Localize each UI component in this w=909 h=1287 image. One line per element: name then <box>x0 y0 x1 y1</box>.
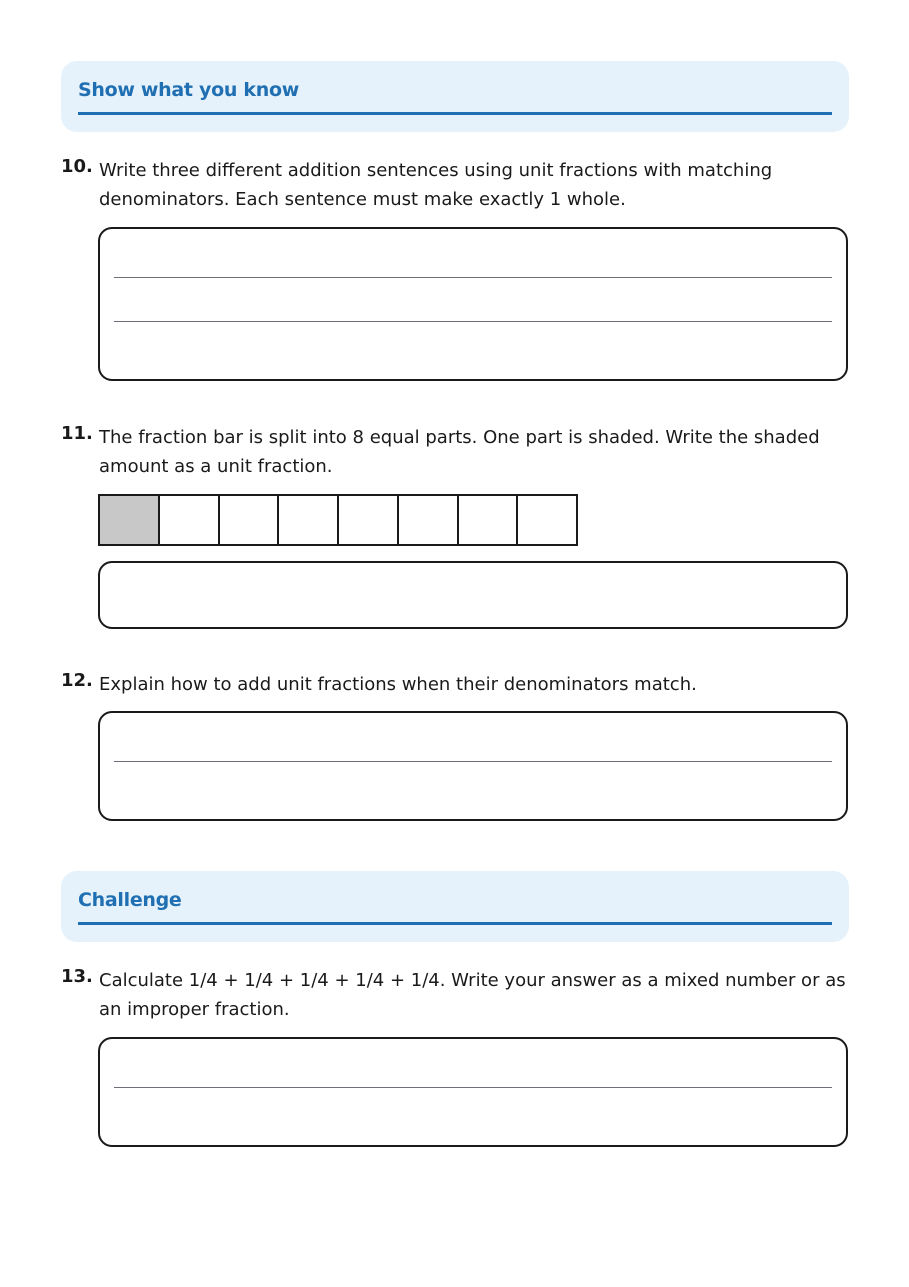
question-number: 12. <box>61 670 93 691</box>
question-text: The fraction bar is split into 8 equal parts. One part is shaded. Write the shaded amount as a unit fraction. <box>99 427 820 477</box>
question-number: 11. <box>61 423 93 444</box>
section-title: Show what you know <box>78 79 299 101</box>
question-text: Explain how to add unit fractions when their denominators match. <box>99 674 697 695</box>
question-text: Calculate 1/4 + 1/4 + 1/4 + 1/4 + 1/4. Write your answer as a mixed number or as an improper fraction. <box>99 970 846 1020</box>
answer-box-12[interactable] <box>98 711 848 821</box>
fraction-part <box>459 496 519 544</box>
writing-line <box>114 321 832 322</box>
fraction-part-shaded <box>100 496 160 544</box>
fraction-part <box>220 496 280 544</box>
section-header-challenge <box>61 871 849 942</box>
writing-line <box>114 761 832 762</box>
fraction-part <box>339 496 399 544</box>
section-header-show-what-you-know <box>61 61 849 132</box>
answer-box-13[interactable] <box>98 1037 848 1147</box>
question-number: 13. <box>61 966 93 987</box>
fraction-part <box>279 496 339 544</box>
section-title: Challenge <box>78 889 182 911</box>
fraction-part <box>160 496 220 544</box>
answer-box-10[interactable] <box>98 227 848 381</box>
fraction-part <box>399 496 459 544</box>
question-number: 10. <box>61 156 93 177</box>
writing-line <box>114 277 832 278</box>
fraction-part <box>518 496 576 544</box>
section-underline <box>78 112 832 115</box>
fraction-bar <box>98 494 578 546</box>
question-text: Write three different addition sentences using unit fractions with matching denominators. Each sentence must make exactly 1 whole. <box>99 160 773 210</box>
answer-box-11[interactable] <box>98 561 848 629</box>
section-underline <box>78 922 832 925</box>
writing-line <box>114 1087 832 1088</box>
